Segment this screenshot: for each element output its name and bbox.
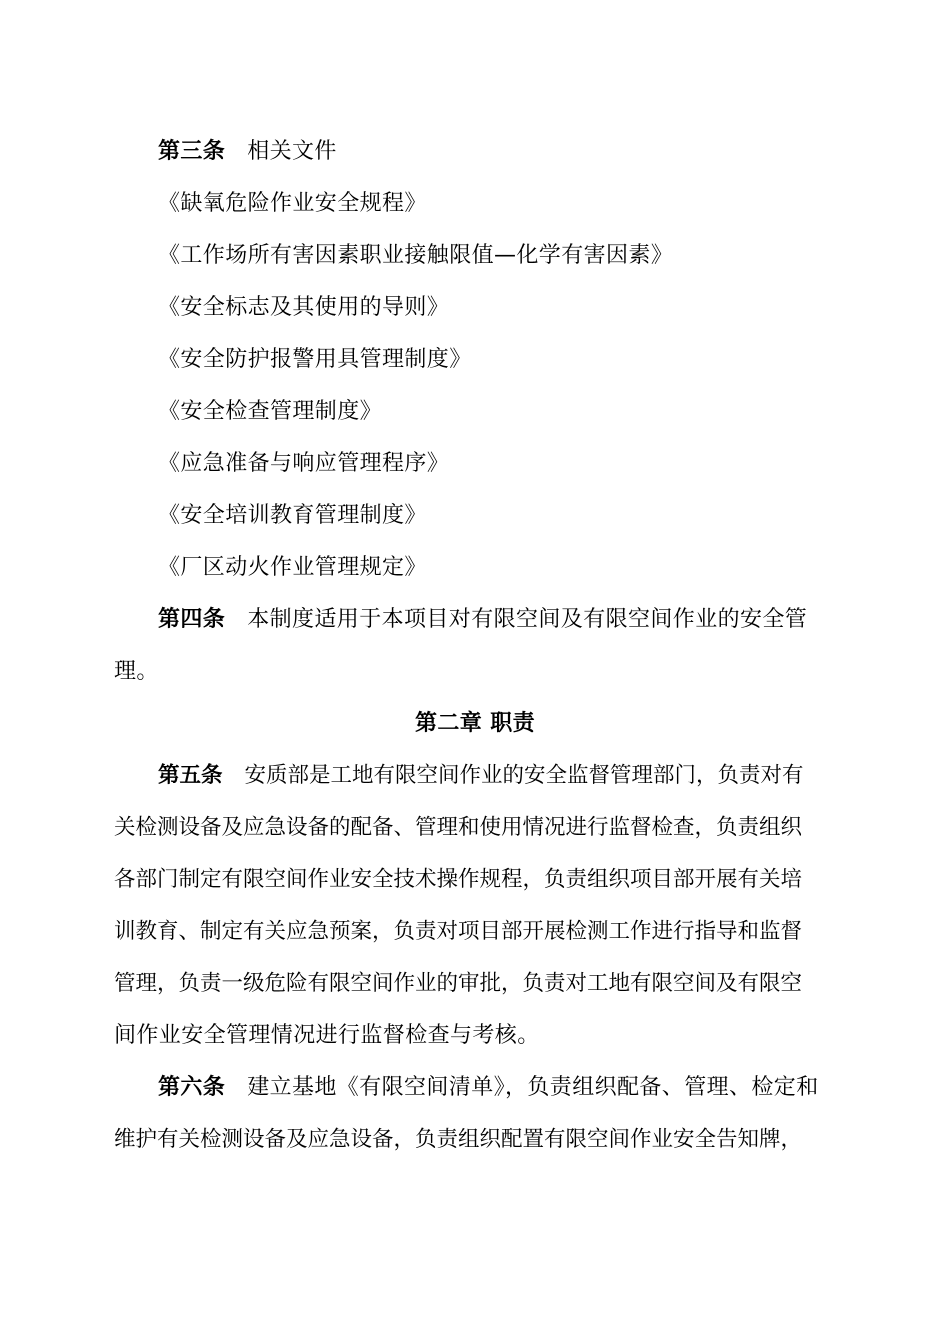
article-5-line-5: 管理，负责一级危险有限空间作业的审批，负责对工地有限空间及有限空 [114,971,803,996]
article-4-line-2: 理。 [114,659,159,684]
article-5-line-2: 关检测设备及应急设备的配备、管理和使用情况进行监督检查，负责组织 [114,815,803,840]
reference-doc: 《缺氧危险作业安全规程》 [158,191,427,216]
article-3-label: 第三条 [158,139,226,164]
reference-doc: 《厂区动火作业管理规定》 [158,555,427,580]
article-5-line-4: 训教育、制定有关应急预案，负责对项目部开展检测工作进行指导和监督 [114,919,803,944]
article-6-line-1 [158,1073,819,1103]
article-4-label: 第四条 [158,607,226,632]
article-4-text: 本制度适用于本项目对有限空间及有限空间作业的安全管 [247,607,808,632]
reference-doc: 《安全培训教育管理制度》 [158,503,427,528]
article-6-text: 建立基地《有限空间清单》，负责组织配备、管理、检定和 [247,1075,819,1100]
article-6-label: 第六条 [158,1075,226,1100]
article-6-line-2: 维护有关检测设备及应急设备，负责组织配置有限空间作业安全告知牌， [114,1127,803,1152]
article-5-text: 安质部是工地有限空间作业的安全监督管理部门，负责对有 [244,763,804,788]
article-5-line-6: 间作业安全管理情况进行监督检查与考核。 [114,1023,540,1048]
reference-doc: 《应急准备与响应管理程序》 [158,451,450,476]
article-4-line-1 [158,605,807,635]
chapter-heading: 第二章 职责 [414,711,536,736]
reference-doc: 《工作场所有害因素职业接触限值—化学有害因素》 [158,243,674,268]
reference-doc: 《安全防护报警用具管理制度》 [158,347,472,372]
article-5-line-3: 各部门制定有限空间作业安全技术操作规程，负责组织项目部开展有关培 [114,867,803,892]
article-5-label: 第五条 [158,763,223,788]
reference-doc: 《安全检查管理制度》 [158,399,383,424]
reference-doc: 《安全标志及其使用的导则》 [158,295,450,320]
article-3-heading [158,137,337,167]
article-5-line-1 [158,761,804,791]
article-3-title: 相关文件 [247,139,337,164]
